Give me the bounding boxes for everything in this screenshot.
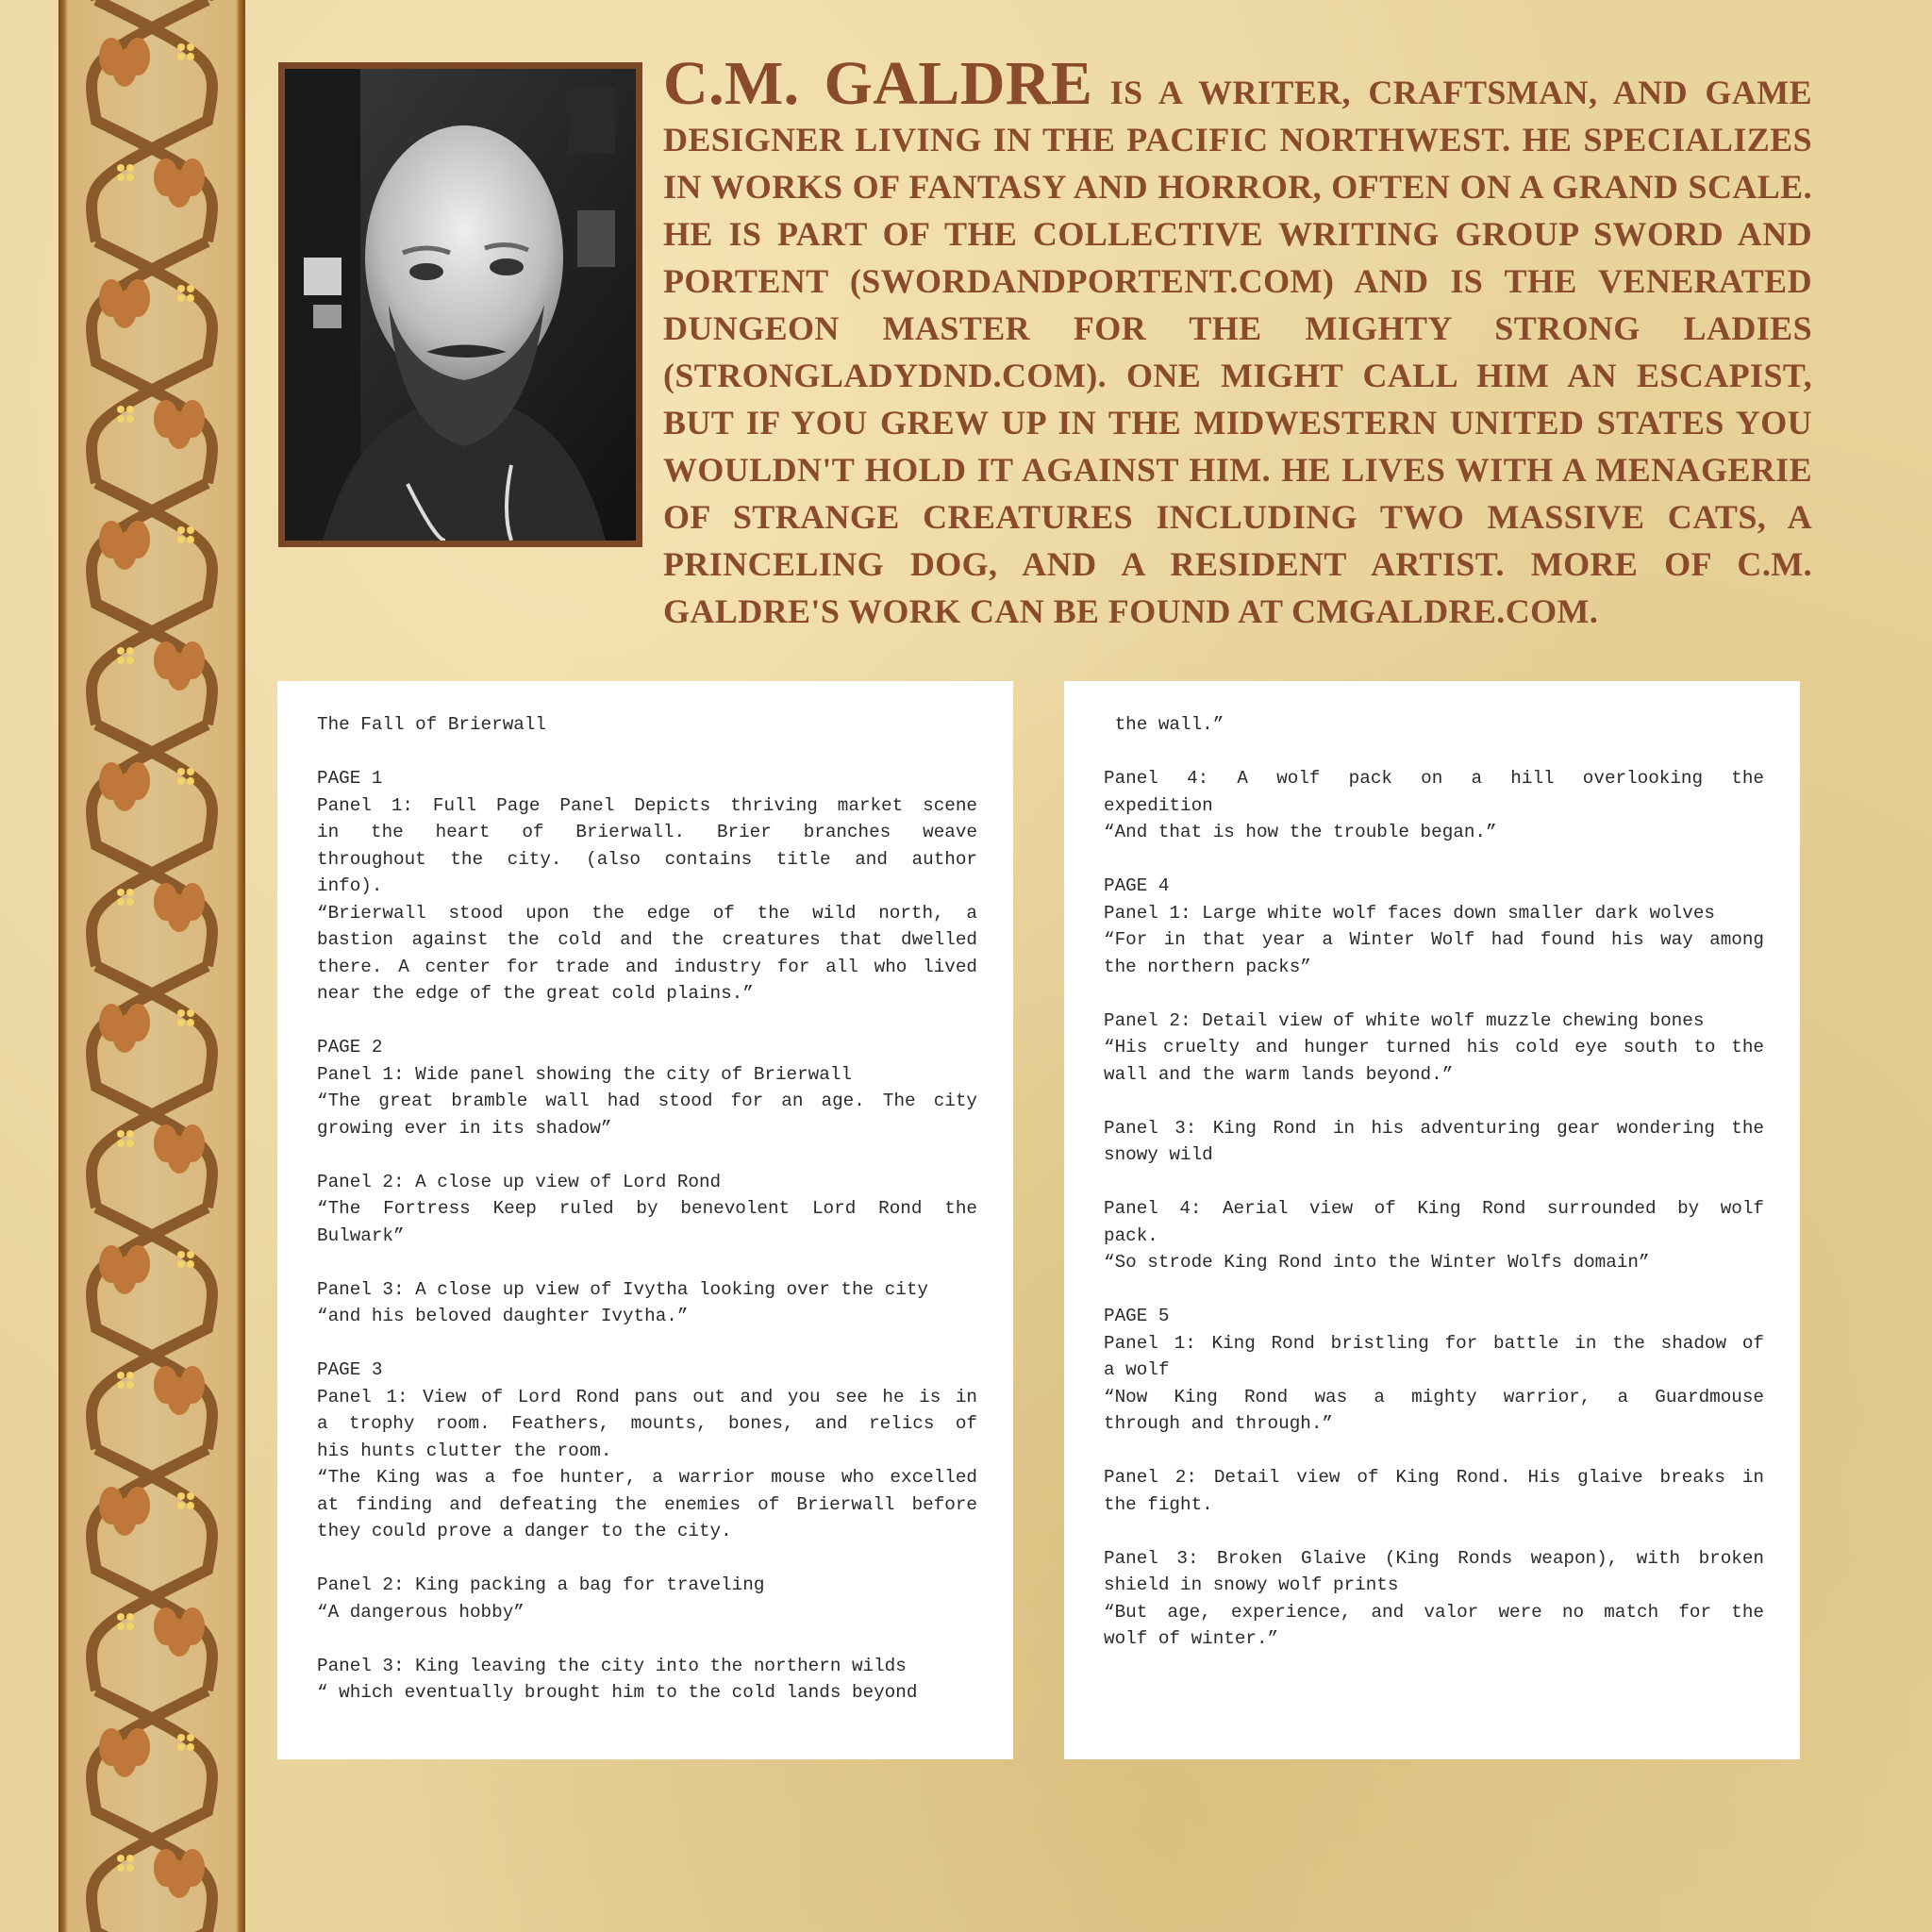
- narration-quote: wall and the warm lands beyond.”: [1104, 1063, 1454, 1085]
- gold-dot-icon: [187, 768, 194, 775]
- leaf-icon: [180, 1366, 205, 1404]
- leaf-icon: [180, 1607, 205, 1645]
- page-heading: PAGE 2: [317, 1037, 383, 1058]
- panel-description: a wolf: [1104, 1359, 1170, 1380]
- leaf-icon: [125, 279, 150, 317]
- narration-quote: growing ever in its shadow”: [317, 1117, 612, 1139]
- panel-description: Panel 4: A wolf pack on a hill overlooking the: [1104, 768, 1764, 789]
- narration-quote: “The Fortress Keep ruled by benevolent Lord Rond the: [317, 1198, 977, 1219]
- gold-dot-icon: [126, 1613, 134, 1621]
- panel-description: Panel 3: Broken Glaive (King Ronds weapon), with broken: [1104, 1547, 1764, 1569]
- gold-dot-icon: [117, 174, 125, 181]
- gold-dot-icon: [126, 415, 134, 423]
- gold-dot-icon: [177, 43, 185, 51]
- gold-dot-icon: [177, 1492, 185, 1500]
- narration-quote: “Now King Rond was a mighty warrior, a Guardmouse: [1104, 1386, 1764, 1407]
- narration-quote: “The great bramble wall had stood for an age. The city: [317, 1091, 977, 1111]
- panel-description: Panel 2: A close up view of Lord Rond: [317, 1171, 722, 1192]
- gold-dot-icon: [177, 1743, 185, 1751]
- script-title: The Fall of Brierwall: [317, 714, 546, 735]
- gold-dot-icon: [187, 43, 194, 51]
- gold-dot-icon: [177, 1260, 185, 1268]
- gold-dot-icon: [117, 889, 125, 896]
- gold-dot-icon: [187, 285, 194, 292]
- author-bio-text: IS A WRITER, CRAFTSMAN, AND GAME DESIGNER LIVING IN THE PACIFIC NORTHWEST. HE SPECIALIZES IN WORKS OF FANTASY AND HORROR, OFTEN ON A GRAND SCALE. HE IS PART OF THE COLLECTIVE WRITING GROUP SWORD AND PORTENT (SWORDANDPORTENT.COM) AND IS THE VENERATED DUNGEON MASTER FOR THE MIGHTY STRONG LADIES (STRONGLADYDND.COM). ONE MIGHT CALL HIM AN ESCAPIST, BUT IF YOU GREW UP IN THE MIDWESTERN UNITED STATES YOU WOULDN'T HOLD IT AGAINST HIM. HE LIVES WITH A MENAGERIE OF STRANGE CREATURES INCLUDING TWO MASSIVE CATS, A PRINCELING DOG, AND A RESIDENT ARTIST. MORE OF C.M. GALDRE'S WORK CAN BE FOUND AT CMGALDRE.COM.: [663, 74, 1812, 630]
- gold-dot-icon: [126, 657, 134, 664]
- leaf-icon: [125, 38, 150, 75]
- leaf-icon: [125, 1245, 150, 1283]
- narration-quote: “and his beloved daughter Ivytha.”: [317, 1306, 689, 1326]
- gold-dot-icon: [177, 53, 185, 60]
- gold-dot-icon: [126, 647, 134, 655]
- gold-dot-icon: [117, 1864, 125, 1872]
- gold-dot-icon: [117, 1381, 125, 1389]
- panel-description: Panel 1: View of Lord Rond pans out and you see he is in: [317, 1386, 977, 1407]
- gold-dot-icon: [177, 526, 185, 534]
- gold-dot-icon: [177, 1019, 185, 1026]
- leaf-icon: [125, 521, 150, 558]
- gold-dot-icon: [177, 294, 185, 302]
- gold-dot-icon: [126, 1130, 134, 1138]
- gold-dot-icon: [117, 898, 125, 906]
- author-name: C.M. GALDRE: [663, 49, 1093, 118]
- author-portrait-image: [285, 69, 636, 541]
- gold-dot-icon: [117, 415, 125, 423]
- panel-description: info).: [317, 875, 383, 896]
- gold-dot-icon: [126, 1372, 134, 1379]
- leaf-icon: [180, 1849, 205, 1887]
- panel-description: Panel 1: King Rond bristling for battle in the shadow of: [1104, 1332, 1764, 1354]
- gold-dot-icon: [126, 1864, 134, 1872]
- leaf-icon: [125, 1487, 150, 1524]
- narration-quote: bastion against the cold and the creatures that dwelled: [317, 929, 977, 950]
- gold-dot-icon: [177, 536, 185, 543]
- gold-dot-icon: [187, 1734, 194, 1741]
- narration-quote: “ which eventually brought him to the cold lands beyond: [317, 1682, 918, 1703]
- panel-description: Panel 1: Full Page Panel Depicts thriving market scene: [317, 794, 977, 816]
- gold-dot-icon: [117, 657, 125, 664]
- gold-dot-icon: [126, 406, 134, 413]
- panel-description: Panel 1: Large white wolf faces down smaller dark wolves: [1104, 902, 1715, 924]
- gold-dot-icon: [117, 647, 125, 655]
- leaf-icon: [125, 1728, 150, 1766]
- panel-description: in the heart of Brierwall. Brier branches weave: [317, 822, 977, 842]
- gold-dot-icon: [126, 164, 134, 172]
- gold-dot-icon: [126, 1381, 134, 1389]
- narration-quote: wolf of winter.”: [1104, 1628, 1279, 1649]
- author-bio: [663, 49, 1812, 635]
- gold-dot-icon: [177, 1251, 185, 1258]
- panel-description: shield in snowy wolf prints: [1104, 1574, 1399, 1595]
- script-page-right: [1064, 681, 1800, 1759]
- leaf-icon: [180, 158, 205, 196]
- gold-dot-icon: [126, 889, 134, 896]
- gold-dot-icon: [117, 1613, 125, 1621]
- narration-quote: there. A center for trade and industry for all who lived: [317, 956, 977, 977]
- gold-dot-icon: [187, 536, 194, 543]
- panel-description: expedition: [1104, 794, 1213, 816]
- gold-dot-icon: [126, 1140, 134, 1147]
- gold-dot-icon: [126, 174, 134, 181]
- gold-dot-icon: [177, 285, 185, 292]
- gold-dot-icon: [187, 777, 194, 785]
- vine-pattern-icon: [58, 0, 245, 1932]
- panel-description: snowy wild: [1104, 1144, 1213, 1165]
- narration-quote: the northern packs”: [1104, 956, 1311, 977]
- gold-dot-icon: [177, 1734, 185, 1741]
- narration-quote: “His cruelty and hunger turned his cold eye south to the: [1104, 1037, 1764, 1058]
- panel-description: throughout the city. (also contains title and author: [317, 848, 977, 870]
- panel-description: Panel 3: King Rond in his adventuring gear wondering the: [1104, 1117, 1764, 1139]
- narration-quote: “A dangerous hobby”: [317, 1601, 525, 1623]
- panel-description: Panel 4: Aerial view of King Rond surrounded by wolf: [1104, 1198, 1764, 1219]
- gold-dot-icon: [187, 1009, 194, 1017]
- page-heading: PAGE 1: [317, 768, 383, 789]
- panel-description: Panel 1: Wide panel showing the city of Brierwall: [317, 1063, 852, 1085]
- gold-dot-icon: [187, 1251, 194, 1258]
- narration-quote: the wall.”: [1104, 714, 1224, 735]
- page-heading: PAGE 5: [1104, 1306, 1170, 1326]
- leaf-icon: [180, 641, 205, 679]
- gold-dot-icon: [187, 53, 194, 60]
- narration-quote: “For in that year a Winter Wolf had found his way among: [1104, 929, 1764, 950]
- ornamental-vine-border: [58, 0, 245, 1932]
- narration-quote: Bulwark”: [317, 1224, 405, 1246]
- gold-dot-icon: [187, 1502, 194, 1509]
- gold-dot-icon: [187, 294, 194, 302]
- gold-dot-icon: [177, 768, 185, 775]
- narration-quote: “Brierwall stood upon the edge of the wild north, a: [317, 902, 977, 924]
- panel-description: pack.: [1104, 1224, 1158, 1246]
- panel-description: Panel 2: Detail view of white wolf muzzle chewing bones: [1104, 1009, 1705, 1031]
- gold-dot-icon: [126, 898, 134, 906]
- gold-dot-icon: [117, 1855, 125, 1862]
- narration-quote: through and through.”: [1104, 1413, 1333, 1434]
- narration-quote: “But age, experience, and valor were no match for the: [1104, 1601, 1764, 1623]
- narration-quote: they could prove a danger to the city.: [317, 1521, 732, 1541]
- gold-dot-icon: [117, 1372, 125, 1379]
- narration-quote: at finding and defeating the enemies of Brierwall before: [317, 1493, 977, 1515]
- narration-quote: “The King was a foe hunter, a warrior mouse who excelled: [317, 1467, 977, 1488]
- gold-dot-icon: [187, 1492, 194, 1500]
- leaf-icon: [180, 1124, 205, 1162]
- script-page-left: [277, 681, 1013, 1759]
- panel-description: Panel 3: A close up view of Ivytha looking over the city: [317, 1278, 928, 1300]
- leaf-icon: [125, 762, 150, 800]
- panel-description: Panel 2: Detail view of King Rond. His glaive breaks in: [1104, 1467, 1764, 1488]
- panel-description: a trophy room. Feathers, mounts, bones, and relics of: [317, 1413, 977, 1434]
- narration-quote: “And that is how the trouble began.”: [1104, 822, 1497, 842]
- narration-quote: “So strode King Rond into the Winter Wolfs domain”: [1104, 1252, 1650, 1273]
- gold-dot-icon: [117, 1623, 125, 1630]
- gold-dot-icon: [117, 1130, 125, 1138]
- panel-description: Panel 3: King leaving the city into the northern wilds: [317, 1655, 907, 1676]
- panel-description: his hunts clutter the room.: [317, 1440, 612, 1461]
- leaf-icon: [125, 1004, 150, 1041]
- author-photo: [278, 62, 642, 547]
- leaf-icon: [180, 400, 205, 438]
- gold-dot-icon: [177, 777, 185, 785]
- panel-description: the fight.: [1104, 1493, 1213, 1515]
- gold-dot-icon: [187, 1743, 194, 1751]
- gold-dot-icon: [126, 1855, 134, 1862]
- gold-dot-icon: [187, 1260, 194, 1268]
- page-heading: PAGE 3: [317, 1359, 383, 1380]
- page-heading: PAGE 4: [1104, 875, 1170, 896]
- gold-dot-icon: [126, 1623, 134, 1630]
- gold-dot-icon: [187, 1019, 194, 1026]
- narration-quote: near the edge of the great cold plains.”: [317, 983, 754, 1004]
- panel-description: Panel 2: King packing a bag for traveling: [317, 1574, 765, 1595]
- gold-dot-icon: [117, 1140, 125, 1147]
- leaf-icon: [180, 883, 205, 921]
- gold-dot-icon: [187, 526, 194, 534]
- gold-dot-icon: [117, 164, 125, 172]
- gold-dot-icon: [177, 1502, 185, 1509]
- gold-dot-icon: [117, 406, 125, 413]
- gold-dot-icon: [177, 1009, 185, 1017]
